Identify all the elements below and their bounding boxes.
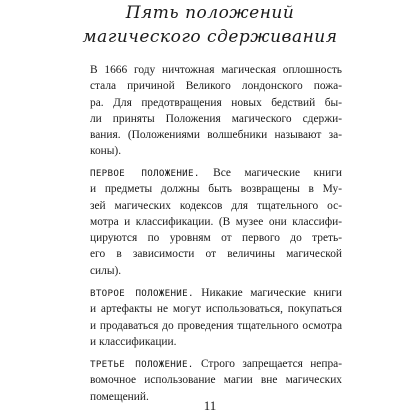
text-line: зей магических кодексов для тщательного ос- <box>90 199 342 212</box>
text-line: и продаваться до проведения тщательного осмотра <box>90 319 342 332</box>
rule-3-first-line: Строго запрещается непра- <box>200 358 342 370</box>
text-line: вания. (Положениями волшебники называют за- <box>90 129 342 142</box>
text-line: и классификации. <box>90 335 177 348</box>
rule-2-first-line: Никакие магические книги <box>201 287 342 299</box>
text-line: ра. Для предотвращения новых бедствий бы- <box>90 96 342 109</box>
rule-2-paragraph <box>90 285 342 350</box>
page-title-line-1: Пять положений <box>125 3 295 23</box>
text-line <box>90 285 342 301</box>
text-line <box>90 356 342 372</box>
rule-2-label: ВТОРОЕ ПОЛОЖЕНИЕ. <box>90 288 194 299</box>
text-line: стала причиной Великого лондонского пожа- <box>90 80 342 93</box>
page-title-line-2: магического сдерживания <box>82 27 338 47</box>
text-line: вомочное использование магии вне магических <box>90 374 342 387</box>
text-line: В 1666 году ничтожная магическая оплошность <box>90 64 342 76</box>
text-line: силы). <box>90 264 122 277</box>
text-line: цируются по уровням от первого до треть- <box>90 232 342 245</box>
text-line: его в зависимости от величины магической <box>90 248 342 261</box>
intro-paragraph <box>90 62 342 160</box>
text-line: коны). <box>90 145 122 158</box>
page-number: 11 <box>203 398 217 413</box>
text-line: мотра и классификации. (В музее они классифи- <box>90 215 342 228</box>
rule-1-paragraph <box>90 165 342 279</box>
rule-3-label: ТРЕТЬЕ ПОЛОЖЕНИЕ. <box>90 359 194 370</box>
text-line: и предметы должны быть возвращены в Му- <box>90 183 342 196</box>
rule-1-label: ПЕРВОЕ ПОЛОЖЕНИЕ. <box>90 168 200 179</box>
text-line: ли приняты Положения магического сдержи- <box>90 112 342 125</box>
text-line <box>90 165 342 181</box>
text-line: и артефакты не могут использоваться, покупаться <box>90 303 342 316</box>
rule-1-first-line: Все магические книги <box>213 167 342 179</box>
text-line: помещений. <box>90 390 149 403</box>
